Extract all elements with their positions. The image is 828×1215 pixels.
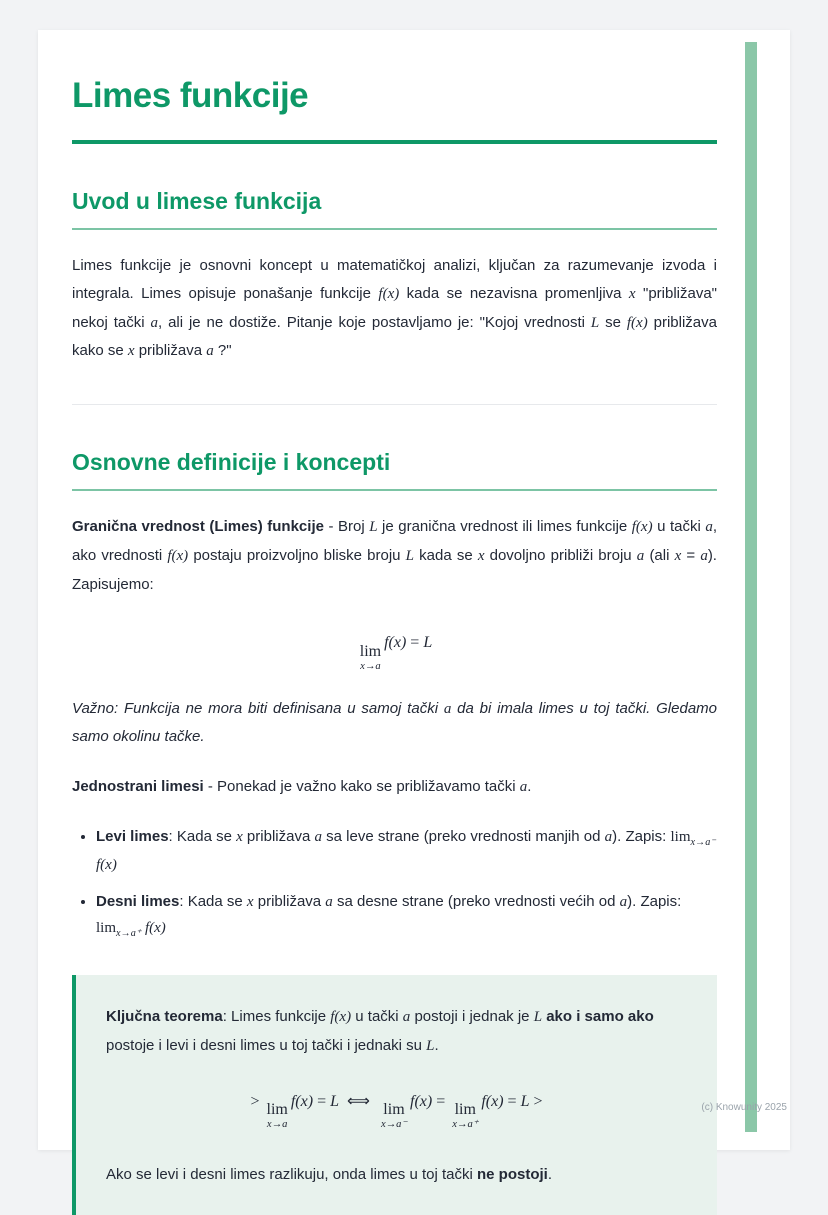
text-segment: f(x) [167, 547, 189, 564]
list-item-left-limit [96, 824, 717, 878]
text-segment: f(x) [144, 920, 166, 937]
text-segment: a [636, 547, 645, 564]
subscript-text: x→a⁺ [116, 928, 142, 940]
text-segment: , ako vrednosti [72, 518, 718, 564]
subscript-text: x→a⁻ [690, 836, 716, 848]
text-segment: x [628, 285, 636, 302]
text-segment: a [150, 314, 158, 331]
page-title: Limes funkcije [72, 76, 309, 115]
key-theorem-callout [72, 975, 717, 1215]
text-segment: = [681, 546, 701, 564]
text-segment: a [206, 343, 214, 360]
text-segment: približava kako se [72, 313, 717, 360]
text-segment: ?" [213, 342, 232, 360]
text-segment: a [604, 828, 613, 845]
text-segment: f(x) [631, 519, 653, 535]
text-segment: ne postoji [477, 1165, 548, 1183]
text-segment: lim [96, 920, 117, 937]
text-segment: približava [134, 342, 207, 360]
text-segment: f(x) [330, 1009, 352, 1026]
text-segment: dovoljno približi broju [484, 546, 637, 564]
text-segment: L [330, 1092, 339, 1110]
text-segment: L [590, 314, 600, 331]
limit-operator: lim x→a [266, 1101, 288, 1131]
text-segment: f(x) [410, 1092, 433, 1110]
text-segment: : Kada se [168, 827, 237, 845]
text-segment: = [313, 1092, 331, 1110]
text-segment: - Ponekad je važno kako se približavamo tački [203, 778, 520, 796]
text-segment: postaju proizvoljno bliske broju [188, 546, 406, 564]
text-segment: x [477, 547, 485, 564]
text-segment: ako i samo ako [546, 1008, 654, 1026]
text-segment: L [405, 547, 415, 564]
text-segment: kada se nezavisna promenljiva [399, 284, 629, 302]
copyright-note: (c) Knowunity 2025 [701, 1102, 787, 1113]
text-segment: je granična vrednost ili limes funkcije [377, 518, 632, 535]
list-item-right-limit [96, 889, 717, 943]
text-segment: Ako se levi i desni limes razlikuju, onda limes u toj tački [106, 1165, 477, 1183]
text-segment: u tački [652, 518, 706, 535]
text-segment: ⟺ [339, 1092, 378, 1110]
text-segment: > [250, 1092, 264, 1110]
text-segment: lim [670, 828, 691, 845]
text-segment: a [402, 1009, 411, 1026]
text-segment: - Broj [323, 518, 370, 535]
intro-paragraph [72, 252, 717, 366]
text-segment: L [369, 519, 378, 535]
text-segment: Jednostrani limesi [72, 778, 204, 796]
text-segment: a [325, 893, 333, 910]
text-segment: da bi imala limes u toj tački. Gledamo samo okolinu tačke. [72, 699, 717, 746]
limit-formula [72, 634, 717, 672]
one-sided-limits-paragraph [72, 773, 717, 802]
text-segment: približava [242, 827, 315, 845]
text-segment: Važno: Funkcija ne mora biti definisana u samoj tački [72, 699, 444, 717]
theorem-formula [106, 1091, 687, 1131]
text-segment: ). Zapis: [627, 892, 682, 910]
text-segment: f(x) [384, 634, 407, 652]
limit-operator: lim x→a⁻ [380, 1101, 408, 1131]
text-segment: Ključna teorema [106, 1008, 223, 1026]
limit-operator: lim x→a [359, 643, 382, 673]
text-segment: sa desne strane (preko vrednosti većih od [332, 892, 620, 910]
text-segment: . [434, 1036, 439, 1054]
text-segment: a [700, 547, 708, 564]
text-segment: f(x) [378, 285, 400, 302]
limits-list [72, 824, 717, 943]
text-segment: približava [253, 892, 326, 910]
text-segment: . [547, 1165, 553, 1183]
definition-paragraph [72, 513, 717, 598]
theorem-text [106, 1003, 687, 1061]
text-segment: a [619, 893, 628, 910]
section-heading-uvod: Uvod u limese funkcija [72, 188, 717, 230]
text-segment: , ali je ne dostiže. Pitanje koje postavljamo je: "Kojoj vrednosti [158, 313, 591, 331]
text-segment: Granična vrednost (Limes) funkcije [72, 518, 324, 535]
text-segment: = [432, 1092, 450, 1110]
text-segment: a [519, 779, 528, 796]
title-divider [72, 140, 717, 144]
section-heading-osnovne: Osnovne definicije i koncepti [72, 449, 717, 491]
section-divider [72, 404, 717, 405]
text-segment: a [443, 700, 452, 717]
text-segment: u tački [351, 1008, 403, 1026]
text-segment: f(x) [96, 856, 117, 873]
text-segment: L [520, 1092, 530, 1110]
text-segment: sa leve strane (preko vrednosti manjih od [321, 827, 605, 845]
text-segment: > [529, 1092, 543, 1110]
text-segment: Desni limes [96, 892, 180, 910]
text-segment: "približava" nekoj tački [72, 284, 717, 331]
text-segment: x [127, 343, 135, 360]
text-segment: ). Zapisujemo: [72, 546, 717, 593]
text-segment: L [423, 634, 433, 652]
text-segment: ). Zapis: [612, 827, 671, 845]
limit-operator: lim x→a⁺ [452, 1101, 479, 1131]
text-segment: f(x) [290, 1092, 314, 1110]
text-segment: a [705, 519, 713, 535]
text-segment: kada se [414, 546, 478, 564]
text-segment: (ali [644, 546, 675, 564]
text-segment: Limes funkcije je osnovni koncept u matematičkoj analizi, ključan za razumevanje izvoda i integrala. Limes opisuje ponašanje funkcije [72, 257, 717, 302]
text-segment: Levi limes [96, 827, 169, 845]
text-segment: a [314, 828, 322, 845]
text-segment: . [527, 778, 532, 796]
document-page [38, 30, 790, 1183]
text-segment: : Kada se [179, 892, 247, 910]
text-segment: f(x) [626, 314, 648, 331]
text-segment: x [246, 893, 254, 910]
text-segment: se [599, 313, 627, 331]
text-segment: postoji i jednak je [410, 1008, 534, 1026]
important-note [72, 695, 717, 752]
text-segment: x [674, 547, 682, 564]
text-segment: f(x) [481, 1092, 504, 1110]
theorem-closing-text [106, 1161, 687, 1189]
text-segment: x [236, 828, 243, 845]
text-segment: = [406, 634, 424, 652]
text-segment: L [426, 1037, 435, 1054]
text-segment: L [533, 1009, 543, 1026]
text-segment: postoje i levi i desni limes u toj tački i jednaki su [106, 1036, 427, 1054]
text-segment: = [503, 1092, 521, 1110]
text-segment: : Limes funkcije [222, 1008, 331, 1026]
document-content [38, 30, 790, 1215]
